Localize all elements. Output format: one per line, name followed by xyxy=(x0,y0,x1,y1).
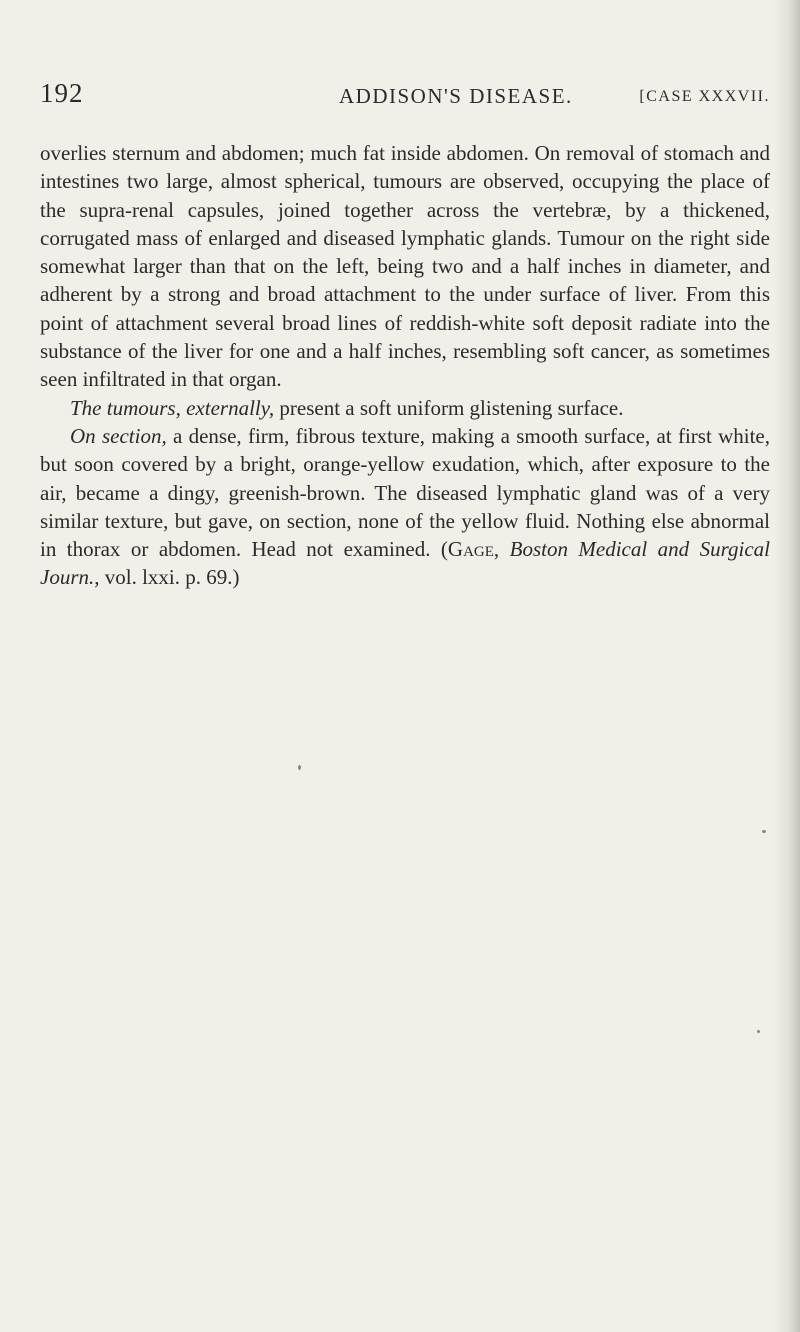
citation-journal: Boston Medical and Surgical Journ. xyxy=(40,537,771,590)
page-edge-shadow xyxy=(774,0,800,1332)
running-head xyxy=(40,78,770,118)
paragraph-external-text: present a soft uniform glistening surface. xyxy=(274,395,624,420)
citation-author: Gage xyxy=(447,537,494,562)
citation-separator: , xyxy=(493,537,510,562)
paper-speck xyxy=(762,830,766,833)
paper-speck xyxy=(298,765,301,770)
paragraph-section-text: a dense, firm, fibrous texture, making a smooth surface, at first white, but soon covered by a bright, orange-yellow exudation, which, after exposure to the air, became a dingy, greenish-brown. The diseased lymphatic gland was of a very similar texture, but gave, on section, none of the yellow fluid. Nothing else abnormal in thorax or abdomen. Head not examined. ( xyxy=(40,423,770,562)
paragraph-external xyxy=(40,394,770,422)
paragraph-external-lead: The tumours, externally, xyxy=(70,395,275,420)
citation-tail: , vol. lxxi. p. 69.) xyxy=(94,565,240,590)
body-text xyxy=(40,139,770,592)
case-label: [CASE XXXVII. xyxy=(639,88,770,105)
paper-speck xyxy=(757,1030,760,1033)
running-title: ADDISON'S DISEASE. xyxy=(339,84,573,108)
paragraph-section-lead: On section, xyxy=(70,423,167,448)
paragraph-autopsy: overlies sternum and abdomen; much fat inside abdomen. On removal of stomach and intestines two large, almost spherical, tumours are observed, occupying the place of the supra-renal capsules, joined together across the vertebræ, by a thickened, corrugated mass of enlarged and diseased lymphatic glands. Tumour on the right side somewhat larger than that on the left, being two and a half inches in diameter, and adherent by a strong and broad attachment to the under surface of liver. From this point of attachment several broad lines of reddish-white soft deposit radiate into the substance of the liver for one and a half inches, resembling soft cancer, as sometimes seen infiltrated in that organ. xyxy=(40,141,770,392)
paragraph-section xyxy=(40,422,770,592)
page-number: 192 xyxy=(40,78,84,108)
